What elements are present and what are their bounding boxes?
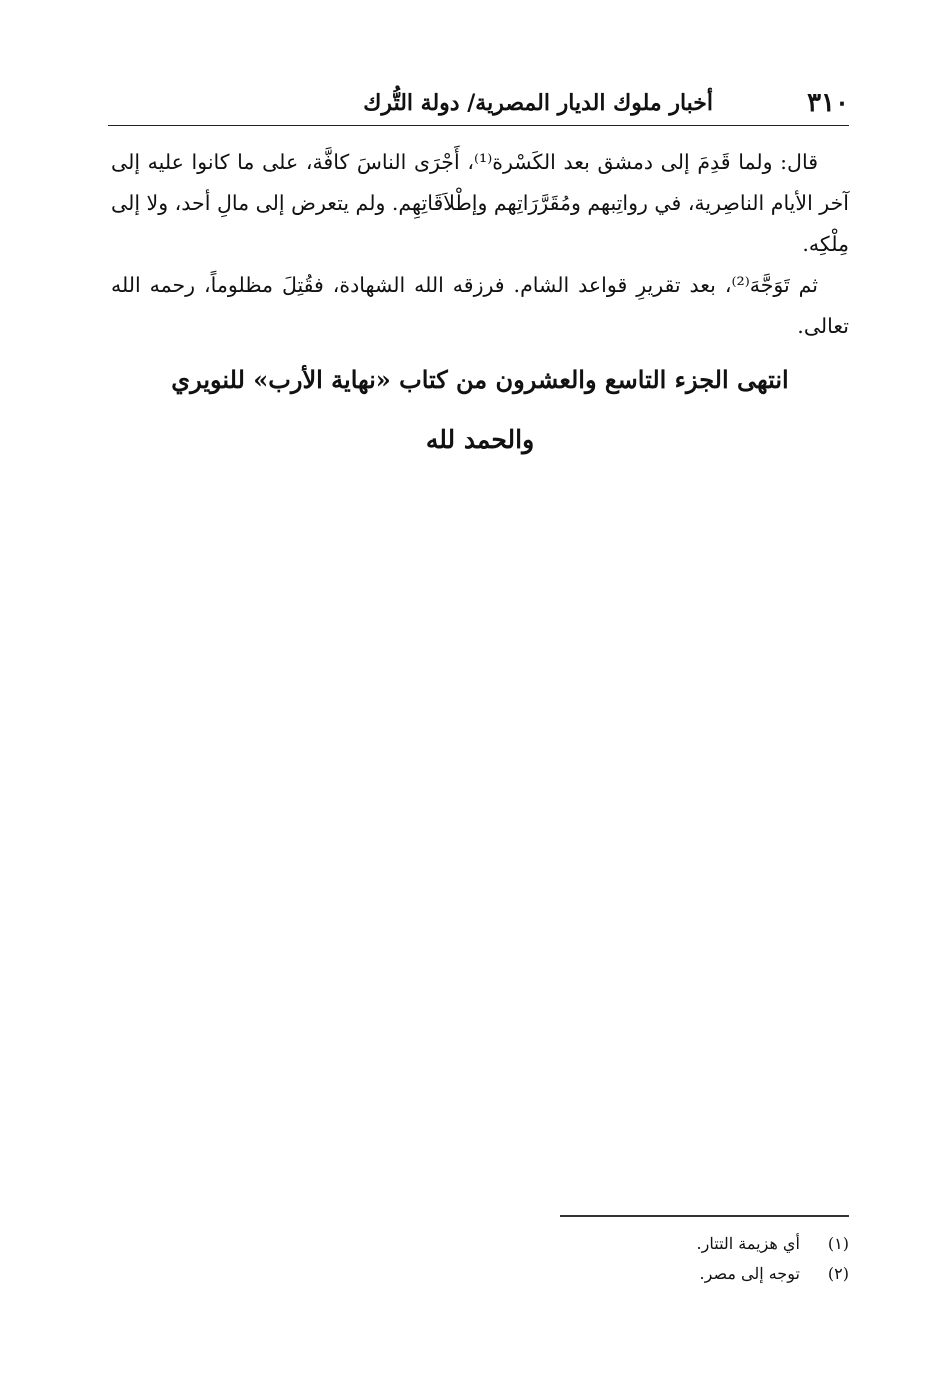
paragraph-2: ثم تَوَجَّهَ⁽²⁾، بعد تقريرِ قواعد الشام. فرزقه الله الشهادة، فقُتِلَ مظلوماً، رحمه الله تعالى. xyxy=(111,273,849,338)
running-header xyxy=(108,82,849,126)
page-number: ٣١٠ xyxy=(807,88,849,118)
footnote-text-1: أي هزيمة التتار. xyxy=(696,1234,800,1253)
footnotes xyxy=(560,1229,849,1289)
footnote-1 xyxy=(560,1229,849,1259)
footnote-2 xyxy=(560,1259,849,1289)
main-text xyxy=(111,142,849,347)
running-title: أخبار ملوك الديار المصرية/ دولة التُّرك xyxy=(363,90,713,116)
footnote-marker-1: (١) xyxy=(827,1234,849,1253)
footnote-text-2: توجه إلى مصر. xyxy=(699,1264,800,1283)
closing-praise: والحمد لله xyxy=(425,425,535,454)
footnote-marker-2: (٢) xyxy=(827,1264,849,1283)
header-rule xyxy=(108,125,849,126)
volume-closing-statement: انتهى الجزء التاسع والعشرون من كتاب «نهاية الأرب» للنويري xyxy=(171,365,789,394)
footnote-rule xyxy=(560,1215,849,1217)
paragraph-1: قال: ولما قَدِمَ إلى دمشق بعد الكَسْرة⁽¹⁾، أَجْرَى الناسَ كافَّة، على ما كانوا عليه إلى آخر الأيام الناصِرية، في رواتِبهم ومُقَرَّرَاتِهم وإطْلاَقَاتِهِم. ولم يتعرض إلى مالِ أحد، ولا إلى مِلْكِه. xyxy=(111,150,849,256)
